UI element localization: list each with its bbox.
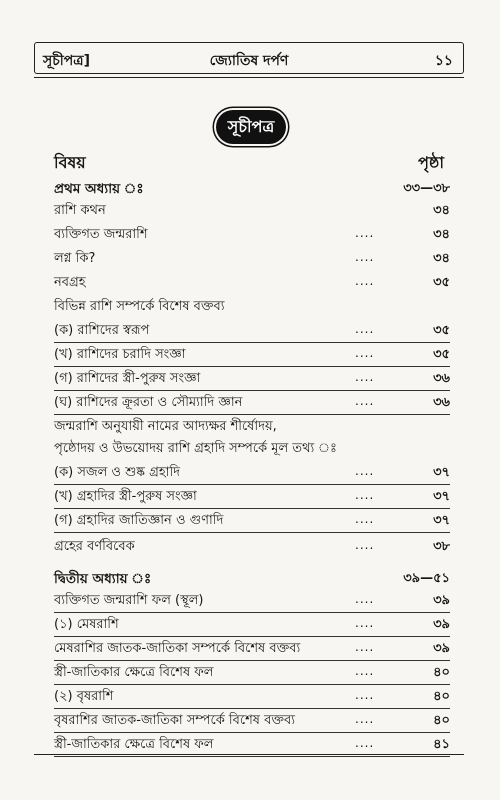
toc-entry-label: ব্যক্তিগত জন্মরাশি ফল (স্থূল) [54, 593, 204, 608]
toc-entry-label: (২) বৃষরাশি [54, 689, 114, 704]
toc-entry-label: স্ত্রী-জাতিকার ক্ষেত্রে বিশেষ ফল [54, 737, 214, 752]
toc-entry-label: ব্যক্তিগত জন্মরাশি [54, 227, 148, 242]
toc-entry-label: (ক) রাশিদের স্বরূপ [54, 323, 150, 338]
toc-entry-row [54, 200, 450, 222]
page-column-heading: পৃষ্ঠা [418, 153, 444, 172]
toc-entry-row [54, 710, 450, 733]
toc-entry-row [54, 224, 450, 246]
toc-entry-row [54, 486, 450, 509]
leader-dots: .... [355, 226, 375, 240]
toc-entry-page: ৪১ [433, 737, 450, 752]
toc-entry-row [54, 510, 450, 533]
toc-entry-label: দ্বিতীয় অধ্যায় ঃ [54, 571, 152, 587]
toc-entry-label: বিভিন্ন রাশি সম্পর্কে বিশেষ বক্তব্য [54, 299, 225, 314]
toc-entry-page: ৩৩—৩৮ [403, 181, 450, 196]
toc-entry-row [54, 638, 450, 661]
leader-dots: .... [355, 274, 375, 288]
leader-dots: .... [355, 322, 375, 336]
toc-entry-row [54, 392, 450, 415]
toc-entry-label: স্ত্রী-জাতিকার ক্ষেত্রে বিশেষ ফল [54, 665, 214, 680]
toc-entry-row [54, 686, 450, 709]
leader-dots: .... [355, 712, 375, 726]
header-section-label: সূচীপত্র] [43, 53, 90, 69]
leader-dots: .... [355, 640, 375, 654]
toc-entry-row [54, 662, 450, 685]
toc-entry-page: ৪০ [433, 689, 450, 704]
contents-title: সূচীপত্র [227, 116, 275, 136]
leader-dots: .... [355, 538, 375, 552]
toc-entry-page: ৪০ [433, 713, 450, 728]
leader-dots: .... [355, 464, 375, 478]
toc-entry-label: (গ) রাশিদের স্ত্রী-পুরুষ সংজ্ঞা [54, 371, 201, 386]
leader-dots: .... [355, 736, 375, 750]
toc-entry-row [54, 248, 450, 270]
toc-entry-page: ৩৬ [433, 395, 450, 410]
toc-entry-page: ৩৭ [433, 489, 450, 504]
chapter-heading-row [54, 178, 450, 200]
toc-entry-page: ৩৭ [433, 513, 450, 528]
toc-entry-row [54, 614, 450, 637]
toc-entry-label: জন্মরাশি অনুযায়ী নামের আদ্যক্ষর শীর্ষোদয়, [54, 419, 277, 434]
toc-entry-row [54, 536, 450, 558]
leader-dots: .... [355, 250, 375, 264]
chapter-heading-row [54, 568, 450, 590]
leader-dots: .... [355, 592, 375, 606]
toc-entry-label: নবগ্রহ [54, 275, 86, 290]
toc-entry-page: ৩৫ [433, 275, 450, 290]
toc-entry-label: পৃষ্ঠোদয় ও উভয়োদয় রাশি গ্রহাদি সম্পর্কে মূল তথ্য ঃ [54, 441, 337, 456]
leader-dots: .... [355, 346, 375, 360]
toc-entry-row [54, 590, 450, 613]
leader-dots: .... [355, 688, 375, 702]
toc-entry-label: (খ) রাশিদের চরাদি সংজ্ঞা [54, 347, 186, 362]
toc-entry-label: (১) মেষরাশি [54, 617, 119, 632]
toc-entry-row [54, 296, 450, 318]
toc-entry-label: (গ) গ্রহাদির জাতিজ্ঞান ও গুণাদি [54, 513, 224, 528]
toc-entry-page: ৩৪ [433, 227, 450, 242]
toc-entry-row [54, 462, 450, 485]
toc-entry-page: ৩৯ [433, 641, 450, 656]
leader-dots: .... [355, 370, 375, 384]
toc-entry-label: (খ) গ্রহাদির স্ত্রী-পুরুষ সংজ্ঞা [54, 489, 197, 504]
toc-entry-row [54, 272, 450, 294]
leader-dots: .... [355, 512, 375, 526]
toc-entry-row [54, 344, 450, 367]
leader-dots: .... [355, 394, 375, 408]
toc-entry-label: (ঘ) রাশিদের ক্রূরতা ও সৌম্যাদি জ্ঞান [54, 395, 243, 410]
toc-entry-row [54, 320, 450, 343]
toc-entry-page: ৩৪ [433, 203, 450, 218]
toc-entry-page: ৩৬ [433, 371, 450, 386]
toc-entry-page: ৩৮ [433, 539, 450, 554]
toc-entry-page: ৩৯ [433, 593, 450, 608]
leader-dots: .... [355, 664, 375, 678]
toc-entry-label: (ক) সজল ও শুষ্ক গ্রহাদি [54, 465, 181, 480]
leader-dots: .... [355, 616, 375, 630]
toc-entry-label: প্রথম অধ্যায় ঃ [54, 181, 144, 197]
toc-entry-row [54, 438, 450, 460]
toc-entry-page: ৩৯ [433, 617, 450, 632]
toc-entry-page: ৩৫ [433, 323, 450, 338]
toc-entry-page: ৩৪ [433, 251, 450, 266]
header-book-title: জ্যোতিষ দর্পণ [209, 53, 289, 69]
toc-entry-row [54, 416, 450, 438]
toc-entry-page: ৩৯—৫১ [403, 571, 450, 586]
header-page-number: ১১ [434, 53, 453, 69]
bottom-rule [34, 754, 464, 755]
toc-entry-page: ৩৫ [433, 347, 450, 362]
toc-entry-label: রাশি কথন [54, 203, 106, 218]
toc-entry-label: মেষরাশির জাতক-জাতিকা সম্পর্কে বিশেষ বক্তব্য [54, 641, 301, 656]
subject-column-heading: বিষয় [54, 153, 86, 172]
toc-entry-label: গ্রহের বর্ণবিবেক [54, 539, 135, 554]
toc-entry-label: বৃষরাশির জাতক-জাতিকা সম্পর্কে বিশেষ বক্তব্য [54, 713, 295, 728]
toc-entry-page: ৩৭ [433, 465, 450, 480]
toc-entry-label: লগ্ন কি? [54, 251, 96, 266]
toc-entry-page: ৪০ [433, 665, 450, 680]
leader-dots: .... [355, 488, 375, 502]
toc-entry-row [54, 368, 450, 391]
